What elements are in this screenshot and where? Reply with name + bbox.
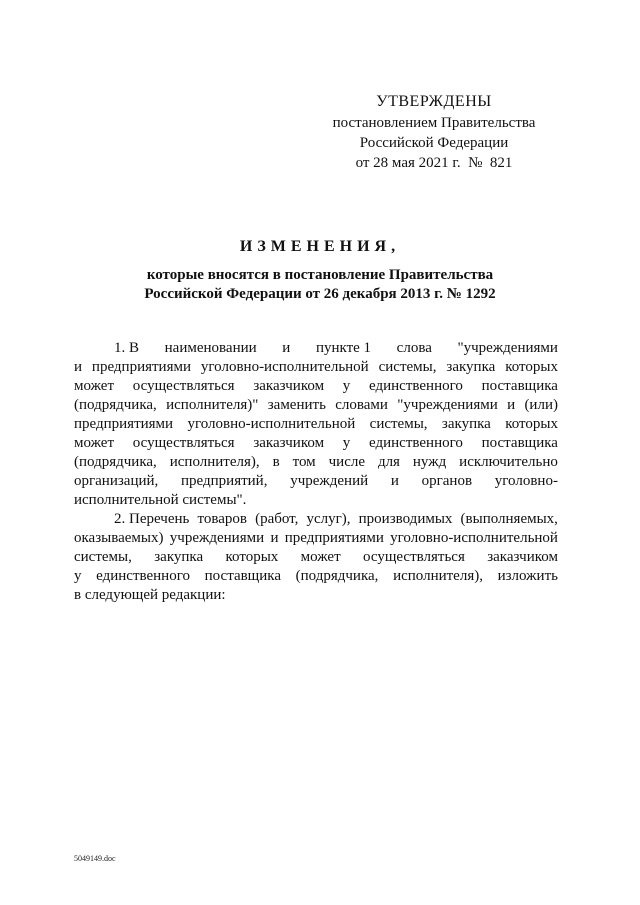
- word: и: [74, 359, 83, 375]
- text-line: [74, 453, 558, 472]
- word: поставщика: [204, 568, 281, 584]
- word: может: [74, 378, 114, 394]
- word: том: [292, 454, 316, 470]
- word: которых: [505, 416, 558, 432]
- text-line: [74, 339, 558, 358]
- word: (или): [524, 397, 558, 413]
- word: у: [342, 435, 351, 451]
- word: единственного: [96, 568, 190, 584]
- footer-file-code: 5049149.doc: [74, 854, 116, 863]
- word: системы,: [369, 416, 428, 432]
- word: исполнительной системы".: [74, 492, 247, 508]
- word: слова: [396, 340, 432, 356]
- word: изложить: [497, 568, 558, 584]
- word: "учреждениями: [397, 397, 498, 413]
- word: предприятиями: [91, 359, 191, 375]
- text-line: [74, 472, 558, 491]
- word: уголовно-исполнительной: [200, 359, 369, 375]
- word: числе: [328, 454, 365, 470]
- word: исключительно: [459, 454, 558, 470]
- text-line: [74, 510, 558, 529]
- word: единственного: [369, 378, 463, 394]
- word: у: [342, 378, 351, 394]
- word: предприятиями: [284, 530, 384, 546]
- word: и: [270, 530, 279, 546]
- word: (выполняемых,: [460, 511, 558, 527]
- text-line: [74, 586, 558, 605]
- word: системы,: [378, 359, 437, 375]
- document-body: [74, 339, 558, 605]
- paragraph-2: [74, 510, 558, 605]
- word: в: [272, 454, 280, 470]
- word: уголовно-: [494, 473, 558, 489]
- word: уголовно-исполнительной: [390, 530, 558, 546]
- text-line: [74, 358, 558, 377]
- word: заказчиком: [253, 435, 325, 451]
- word: предприятий,: [181, 473, 268, 489]
- word: осуществляться: [363, 549, 465, 565]
- text-line: [74, 434, 558, 453]
- word: и: [282, 340, 291, 356]
- word: которых: [225, 549, 279, 565]
- word: единственного: [369, 435, 463, 451]
- approval-line-2: Российской Федерации: [359, 135, 509, 151]
- text-line: [74, 377, 558, 396]
- word: предприятиями: [74, 416, 174, 432]
- approval-line-1: постановлением Правительства: [332, 115, 536, 131]
- subtitle-line-2: Российской Федерации от 26 декабря 2013 г. № 1292: [144, 286, 496, 302]
- word: может: [300, 549, 341, 565]
- word: (подрядчика,: [74, 454, 157, 470]
- word: услуг),: [306, 511, 351, 527]
- word: исполнителя),: [169, 454, 260, 470]
- approval-date-line: от 28 мая 2021 г. № 821: [355, 155, 513, 171]
- word: (подрядчика,: [295, 568, 379, 584]
- word: и: [390, 473, 399, 489]
- word: исполнителя)": [166, 397, 259, 413]
- word: словами: [335, 397, 388, 413]
- document-subtitle: [60, 266, 580, 304]
- paragraph-1: [74, 339, 558, 510]
- word: системы,: [74, 549, 132, 565]
- word: производимых: [358, 511, 453, 527]
- word: и: [507, 397, 516, 413]
- text-line: [74, 567, 558, 586]
- word: товаров: [197, 511, 247, 527]
- word: (подрядчика,: [74, 397, 157, 413]
- text-line: [74, 491, 558, 510]
- word: закупка: [154, 549, 204, 565]
- word: которых: [505, 359, 558, 375]
- word: у: [74, 568, 82, 584]
- word: 1. В: [114, 340, 140, 356]
- approval-heading: УТВЕРЖДЕНЫ: [376, 93, 492, 110]
- word: заказчиком: [253, 378, 325, 394]
- word: учреждений: [290, 473, 369, 489]
- word: организаций,: [74, 473, 159, 489]
- word: нужд: [412, 454, 447, 470]
- word: уголовно-исполнительной: [187, 416, 356, 432]
- word: заменить: [267, 397, 326, 413]
- word: осуществляться: [132, 378, 235, 394]
- approval-block: [318, 92, 550, 173]
- word: органов: [421, 473, 473, 489]
- word: оказываемых): [74, 530, 164, 546]
- text-line: [74, 548, 558, 567]
- word: может: [74, 435, 114, 451]
- word: осуществляться: [132, 435, 235, 451]
- word: поставщика: [481, 378, 558, 394]
- word: 2. Перечень: [114, 511, 190, 527]
- word: закупка: [446, 359, 496, 375]
- word: наименовании: [164, 340, 257, 356]
- document-title: ИЗМЕНЕНИЯ,: [239, 238, 401, 255]
- word: закупка: [441, 416, 491, 432]
- word: (работ,: [255, 511, 299, 527]
- text-line: [74, 415, 558, 434]
- word: исполнителя),: [393, 568, 483, 584]
- text-line: [74, 396, 558, 415]
- text-line: [74, 529, 558, 548]
- word: пункте 1: [315, 340, 372, 356]
- word: для: [377, 454, 400, 470]
- word: заказчиком: [487, 549, 558, 565]
- word: в следующей редакции:: [74, 587, 226, 603]
- word: "учреждениями: [457, 340, 558, 356]
- word: поставщика: [481, 435, 558, 451]
- subtitle-line-1: которые вносятся в постановление Правительства: [146, 267, 494, 283]
- word: учреждениями: [169, 530, 265, 546]
